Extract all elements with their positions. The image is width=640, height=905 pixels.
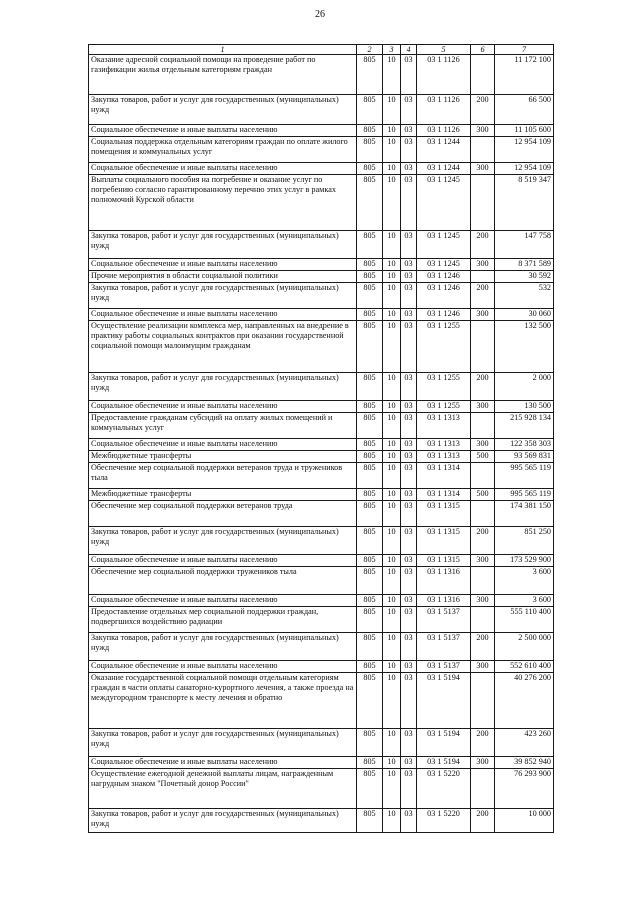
item-name-cell: Прочие мероприятия в области социальной политики <box>89 271 357 283</box>
table-row <box>89 607 554 633</box>
expense-type-cell: 300 <box>471 309 495 321</box>
item-name-cell: Осуществление реализации комплекса мер, направленных на внедрение в практику работы социальных контрактов при оказании государственной социальной помощи малоимущим гражданам <box>89 321 357 373</box>
amount-cell: 2 000 <box>495 373 554 401</box>
amount-cell: 122 358 303 <box>495 439 554 451</box>
table-row <box>89 175 554 231</box>
target-article-cell: 03 1 5137 <box>417 633 471 661</box>
expense-type-cell <box>471 567 495 595</box>
column-header: 4 <box>401 45 417 55</box>
column-header: 2 <box>357 45 383 55</box>
table-row <box>89 413 554 439</box>
amount-cell: 173 529 900 <box>495 555 554 567</box>
item-name-cell: Социальное обеспечение и иные выплаты населению <box>89 757 357 769</box>
target-article-cell: 03 1 1315 <box>417 555 471 567</box>
table-row <box>89 595 554 607</box>
subsection-code-cell: 03 <box>401 271 417 283</box>
target-article-cell: 03 1 1245 <box>417 259 471 271</box>
amount-cell: 8 371 589 <box>495 259 554 271</box>
section-code-cell: 10 <box>383 95 401 125</box>
item-name-cell: Закупка товаров, работ и услуг для государственных (муниципальных) нужд <box>89 283 357 309</box>
section-code-cell: 10 <box>383 463 401 489</box>
target-article-cell: 03 1 1313 <box>417 413 471 439</box>
expense-type-cell: 300 <box>471 125 495 137</box>
section-code-cell: 10 <box>383 125 401 137</box>
table-row <box>89 55 554 95</box>
subsection-code-cell: 03 <box>401 401 417 413</box>
table-row <box>89 527 554 555</box>
item-name-cell: Социальное обеспечение и иные выплаты населению <box>89 309 357 321</box>
target-article-cell: 03 1 1246 <box>417 283 471 309</box>
item-name-cell: Оказание государственной социальной помощи отдельным категориям граждан в части оплаты санаторно-курортного лечения, а также проезда на междугородном транспорте к месту лечения и обратно <box>89 673 357 729</box>
department-code-cell: 805 <box>357 527 383 555</box>
amount-cell: 11 172 100 <box>495 55 554 95</box>
subsection-code-cell: 03 <box>401 607 417 633</box>
item-name-cell: Социальное обеспечение и иные выплаты населению <box>89 439 357 451</box>
subsection-code-cell: 03 <box>401 673 417 729</box>
item-name-cell: Социальное обеспечение и иные выплаты населению <box>89 555 357 567</box>
section-code-cell: 10 <box>383 259 401 271</box>
department-code-cell: 805 <box>357 567 383 595</box>
target-article-cell: 03 1 5137 <box>417 607 471 633</box>
department-code-cell: 805 <box>357 259 383 271</box>
subsection-code-cell: 03 <box>401 175 417 231</box>
department-code-cell: 805 <box>357 489 383 501</box>
item-name-cell: Социальное обеспечение и иные выплаты населению <box>89 125 357 137</box>
target-article-cell: 03 1 1126 <box>417 55 471 95</box>
amount-cell: 93 569 831 <box>495 451 554 463</box>
amount-cell: 30 060 <box>495 309 554 321</box>
expense-type-cell: 300 <box>471 401 495 413</box>
subsection-code-cell: 03 <box>401 729 417 757</box>
subsection-code-cell: 03 <box>401 451 417 463</box>
target-article-cell: 03 1 5194 <box>417 729 471 757</box>
amount-cell: 66 500 <box>495 95 554 125</box>
expense-type-cell <box>471 413 495 439</box>
table-row <box>89 137 554 163</box>
subsection-code-cell: 03 <box>401 125 417 137</box>
table-row <box>89 729 554 757</box>
section-code-cell: 10 <box>383 555 401 567</box>
expense-type-cell <box>471 55 495 95</box>
department-code-cell: 805 <box>357 309 383 321</box>
section-code-cell: 10 <box>383 757 401 769</box>
item-name-cell: Закупка товаров, работ и услуг для государственных (муниципальных) нужд <box>89 633 357 661</box>
subsection-code-cell: 03 <box>401 501 417 527</box>
department-code-cell: 805 <box>357 463 383 489</box>
table-row <box>89 259 554 271</box>
section-code-cell: 10 <box>383 321 401 373</box>
amount-cell: 995 565 119 <box>495 489 554 501</box>
expense-type-cell: 200 <box>471 527 495 555</box>
item-name-cell: Закупка товаров, работ и услуг для государственных (муниципальных) нужд <box>89 809 357 833</box>
expense-type-cell <box>471 463 495 489</box>
department-code-cell: 805 <box>357 231 383 259</box>
expense-type-cell: 200 <box>471 95 495 125</box>
section-code-cell: 10 <box>383 501 401 527</box>
expense-type-cell <box>471 137 495 163</box>
subsection-code-cell: 03 <box>401 555 417 567</box>
target-article-cell: 03 1 1255 <box>417 401 471 413</box>
budget-table <box>88 44 554 833</box>
expense-type-cell <box>471 175 495 231</box>
subsection-code-cell: 03 <box>401 633 417 661</box>
target-article-cell: 03 1 1245 <box>417 175 471 231</box>
item-name-cell: Обеспечение мер социальной поддержки ветеранов труда и тружеников тыла <box>89 463 357 489</box>
target-article-cell: 03 1 1314 <box>417 489 471 501</box>
department-code-cell: 805 <box>357 373 383 401</box>
item-name-cell: Межбюджетные трансферты <box>89 451 357 463</box>
expense-type-cell: 300 <box>471 439 495 451</box>
department-code-cell: 805 <box>357 271 383 283</box>
subsection-code-cell: 03 <box>401 95 417 125</box>
table-row <box>89 489 554 501</box>
table-row <box>89 555 554 567</box>
target-article-cell: 03 1 5194 <box>417 673 471 729</box>
section-code-cell: 10 <box>383 439 401 451</box>
expense-type-cell: 300 <box>471 661 495 673</box>
department-code-cell: 805 <box>357 501 383 527</box>
section-code-cell: 10 <box>383 673 401 729</box>
expense-type-cell: 500 <box>471 451 495 463</box>
expense-type-cell: 200 <box>471 633 495 661</box>
expense-type-cell: 500 <box>471 489 495 501</box>
section-code-cell: 10 <box>383 769 401 809</box>
table-row <box>89 567 554 595</box>
item-name-cell: Межбюджетные трансферты <box>89 489 357 501</box>
amount-cell: 552 610 400 <box>495 661 554 673</box>
amount-cell: 555 110 400 <box>495 607 554 633</box>
subsection-code-cell: 03 <box>401 55 417 95</box>
target-article-cell: 03 1 1244 <box>417 137 471 163</box>
subsection-code-cell: 03 <box>401 489 417 501</box>
item-name-cell: Социальное обеспечение и иные выплаты населению <box>89 661 357 673</box>
table-row <box>89 633 554 661</box>
expense-type-cell: 300 <box>471 595 495 607</box>
table-row <box>89 439 554 451</box>
table-row <box>89 309 554 321</box>
section-code-cell: 10 <box>383 607 401 633</box>
table-row <box>89 661 554 673</box>
item-name-cell: Закупка товаров, работ и услуг для государственных (муниципальных) нужд <box>89 95 357 125</box>
target-article-cell: 03 1 1255 <box>417 373 471 401</box>
section-code-cell: 10 <box>383 489 401 501</box>
department-code-cell: 805 <box>357 451 383 463</box>
department-code-cell: 805 <box>357 633 383 661</box>
table-row <box>89 451 554 463</box>
amount-cell: 130 500 <box>495 401 554 413</box>
item-name-cell: Обеспечение мер социальной поддержки ветеранов труда <box>89 501 357 527</box>
subsection-code-cell: 03 <box>401 661 417 673</box>
section-code-cell: 10 <box>383 567 401 595</box>
amount-cell: 30 592 <box>495 271 554 283</box>
expense-type-cell: 200 <box>471 231 495 259</box>
department-code-cell: 805 <box>357 607 383 633</box>
subsection-code-cell: 03 <box>401 283 417 309</box>
table-row <box>89 401 554 413</box>
amount-cell: 174 381 150 <box>495 501 554 527</box>
department-code-cell: 805 <box>357 595 383 607</box>
department-code-cell: 805 <box>357 809 383 833</box>
target-article-cell: 03 1 5220 <box>417 769 471 809</box>
table-row <box>89 673 554 729</box>
table-row <box>89 231 554 259</box>
department-code-cell: 805 <box>357 661 383 673</box>
section-code-cell: 10 <box>383 137 401 163</box>
target-article-cell: 03 1 1244 <box>417 163 471 175</box>
subsection-code-cell: 03 <box>401 321 417 373</box>
expense-type-cell <box>471 673 495 729</box>
expense-type-cell <box>471 501 495 527</box>
amount-cell: 995 565 119 <box>495 463 554 489</box>
target-article-cell: 03 1 1245 <box>417 231 471 259</box>
amount-cell: 39 852 940 <box>495 757 554 769</box>
expense-type-cell: 300 <box>471 555 495 567</box>
department-code-cell: 805 <box>357 401 383 413</box>
section-code-cell: 10 <box>383 595 401 607</box>
expense-type-cell: 200 <box>471 809 495 833</box>
target-article-cell: 03 1 1246 <box>417 309 471 321</box>
subsection-code-cell: 03 <box>401 231 417 259</box>
amount-cell: 147 758 <box>495 231 554 259</box>
section-code-cell: 10 <box>383 527 401 555</box>
section-code-cell: 10 <box>383 175 401 231</box>
department-code-cell: 805 <box>357 413 383 439</box>
amount-cell: 76 293 900 <box>495 769 554 809</box>
table-row <box>89 373 554 401</box>
expense-type-cell <box>471 271 495 283</box>
expense-type-cell <box>471 321 495 373</box>
department-code-cell: 805 <box>357 729 383 757</box>
subsection-code-cell: 03 <box>401 769 417 809</box>
section-code-cell: 10 <box>383 809 401 833</box>
amount-cell: 2 500 000 <box>495 633 554 661</box>
target-article-cell: 03 1 5137 <box>417 661 471 673</box>
amount-cell: 12 954 109 <box>495 137 554 163</box>
item-name-cell: Социальное обеспечение и иные выплаты населению <box>89 595 357 607</box>
column-header: 7 <box>495 45 554 55</box>
subsection-code-cell: 03 <box>401 259 417 271</box>
table-row <box>89 283 554 309</box>
section-code-cell: 10 <box>383 661 401 673</box>
amount-cell: 40 276 200 <box>495 673 554 729</box>
target-article-cell: 03 1 1316 <box>417 567 471 595</box>
subsection-code-cell: 03 <box>401 567 417 595</box>
department-code-cell: 805 <box>357 163 383 175</box>
table-row <box>89 95 554 125</box>
target-article-cell: 03 1 1315 <box>417 501 471 527</box>
target-article-cell: 03 1 1313 <box>417 439 471 451</box>
department-code-cell: 805 <box>357 757 383 769</box>
column-header: 6 <box>471 45 495 55</box>
subsection-code-cell: 03 <box>401 413 417 439</box>
section-code-cell: 10 <box>383 451 401 463</box>
subsection-code-cell: 03 <box>401 373 417 401</box>
subsection-code-cell: 03 <box>401 309 417 321</box>
subsection-code-cell: 03 <box>401 809 417 833</box>
item-name-cell: Социальное обеспечение и иные выплаты населению <box>89 163 357 175</box>
section-code-cell: 10 <box>383 283 401 309</box>
section-code-cell: 10 <box>383 231 401 259</box>
department-code-cell: 805 <box>357 673 383 729</box>
expense-type-cell <box>471 607 495 633</box>
amount-cell: 10 000 <box>495 809 554 833</box>
amount-cell: 851 250 <box>495 527 554 555</box>
table-row <box>89 463 554 489</box>
target-article-cell: 03 1 1126 <box>417 95 471 125</box>
section-code-cell: 10 <box>383 309 401 321</box>
table-row <box>89 125 554 137</box>
expense-type-cell: 200 <box>471 283 495 309</box>
item-name-cell: Предоставление отдельных мер социальной поддержки граждан, подвергшихся воздействию радиации <box>89 607 357 633</box>
table-row <box>89 769 554 809</box>
department-code-cell: 805 <box>357 55 383 95</box>
subsection-code-cell: 03 <box>401 527 417 555</box>
amount-cell: 423 260 <box>495 729 554 757</box>
section-code-cell: 10 <box>383 633 401 661</box>
target-article-cell: 03 1 1316 <box>417 595 471 607</box>
amount-cell: 215 928 134 <box>495 413 554 439</box>
table-row <box>89 321 554 373</box>
table-row <box>89 757 554 769</box>
amount-cell: 532 <box>495 283 554 309</box>
department-code-cell: 805 <box>357 439 383 451</box>
department-code-cell: 805 <box>357 95 383 125</box>
expense-type-cell: 200 <box>471 373 495 401</box>
subsection-code-cell: 03 <box>401 137 417 163</box>
department-code-cell: 805 <box>357 175 383 231</box>
table-row <box>89 809 554 833</box>
expense-type-cell: 200 <box>471 729 495 757</box>
subsection-code-cell: 03 <box>401 757 417 769</box>
section-code-cell: 10 <box>383 271 401 283</box>
target-article-cell: 03 1 1313 <box>417 451 471 463</box>
expense-type-cell <box>471 769 495 809</box>
amount-cell: 3 600 <box>495 595 554 607</box>
target-article-cell: 03 1 1255 <box>417 321 471 373</box>
section-code-cell: 10 <box>383 55 401 95</box>
section-code-cell: 10 <box>383 729 401 757</box>
column-header-row <box>89 45 554 55</box>
item-name-cell: Закупка товаров, работ и услуг для государственных (муниципальных) нужд <box>89 231 357 259</box>
amount-cell: 8 519 347 <box>495 175 554 231</box>
section-code-cell: 10 <box>383 401 401 413</box>
subsection-code-cell: 03 <box>401 439 417 451</box>
column-header: 1 <box>89 45 357 55</box>
department-code-cell: 805 <box>357 137 383 163</box>
table-row <box>89 271 554 283</box>
item-name-cell: Осуществление ежегодной денежной выплаты лицам, награжденным нагрудным знаком "Почетный донор России" <box>89 769 357 809</box>
amount-cell: 12 954 109 <box>495 163 554 175</box>
section-code-cell: 10 <box>383 163 401 175</box>
section-code-cell: 10 <box>383 373 401 401</box>
target-article-cell: 03 1 5194 <box>417 757 471 769</box>
amount-cell: 3 600 <box>495 567 554 595</box>
item-name-cell: Оказание адресной социальной помощи на проведение работ по газификации жилья отдельным категориям граждан <box>89 55 357 95</box>
amount-cell: 132 500 <box>495 321 554 373</box>
expense-type-cell: 300 <box>471 757 495 769</box>
target-article-cell: 03 1 5220 <box>417 809 471 833</box>
department-code-cell: 805 <box>357 769 383 809</box>
table-row <box>89 501 554 527</box>
item-name-cell: Обеспечение мер социальной поддержки тружеников тыла <box>89 567 357 595</box>
item-name-cell: Закупка товаров, работ и услуг для государственных (муниципальных) нужд <box>89 373 357 401</box>
item-name-cell: Социальное обеспечение и иные выплаты населению <box>89 401 357 413</box>
table-row <box>89 163 554 175</box>
item-name-cell: Социальная поддержка отдельным категориям граждан по оплате жилого помещения и коммунальных услуг <box>89 137 357 163</box>
department-code-cell: 805 <box>357 125 383 137</box>
item-name-cell: Закупка товаров, работ и услуг для государственных (муниципальных) нужд <box>89 729 357 757</box>
item-name-cell: Социальное обеспечение и иные выплаты населению <box>89 259 357 271</box>
item-name-cell: Предоставление гражданам субсидий на оплату жилых помещений и коммунальных услуг <box>89 413 357 439</box>
column-header: 3 <box>383 45 401 55</box>
target-article-cell: 03 1 1246 <box>417 271 471 283</box>
department-code-cell: 805 <box>357 283 383 309</box>
department-code-cell: 805 <box>357 321 383 373</box>
item-name-cell: Закупка товаров, работ и услуг для государственных (муниципальных) нужд <box>89 527 357 555</box>
column-header: 5 <box>417 45 471 55</box>
amount-cell: 11 105 600 <box>495 125 554 137</box>
target-article-cell: 03 1 1126 <box>417 125 471 137</box>
expense-type-cell: 300 <box>471 163 495 175</box>
subsection-code-cell: 03 <box>401 595 417 607</box>
department-code-cell: 805 <box>357 555 383 567</box>
subsection-code-cell: 03 <box>401 163 417 175</box>
expense-type-cell: 300 <box>471 259 495 271</box>
target-article-cell: 03 1 1315 <box>417 527 471 555</box>
page-number: 26 <box>315 9 325 20</box>
target-article-cell: 03 1 1314 <box>417 463 471 489</box>
section-code-cell: 10 <box>383 413 401 439</box>
subsection-code-cell: 03 <box>401 463 417 489</box>
item-name-cell: Выплаты социального пособия на погребение и оказание услуг по погребению согласно гарантированному перечню этих услуг в рамках полномочий Курской области <box>89 175 357 231</box>
